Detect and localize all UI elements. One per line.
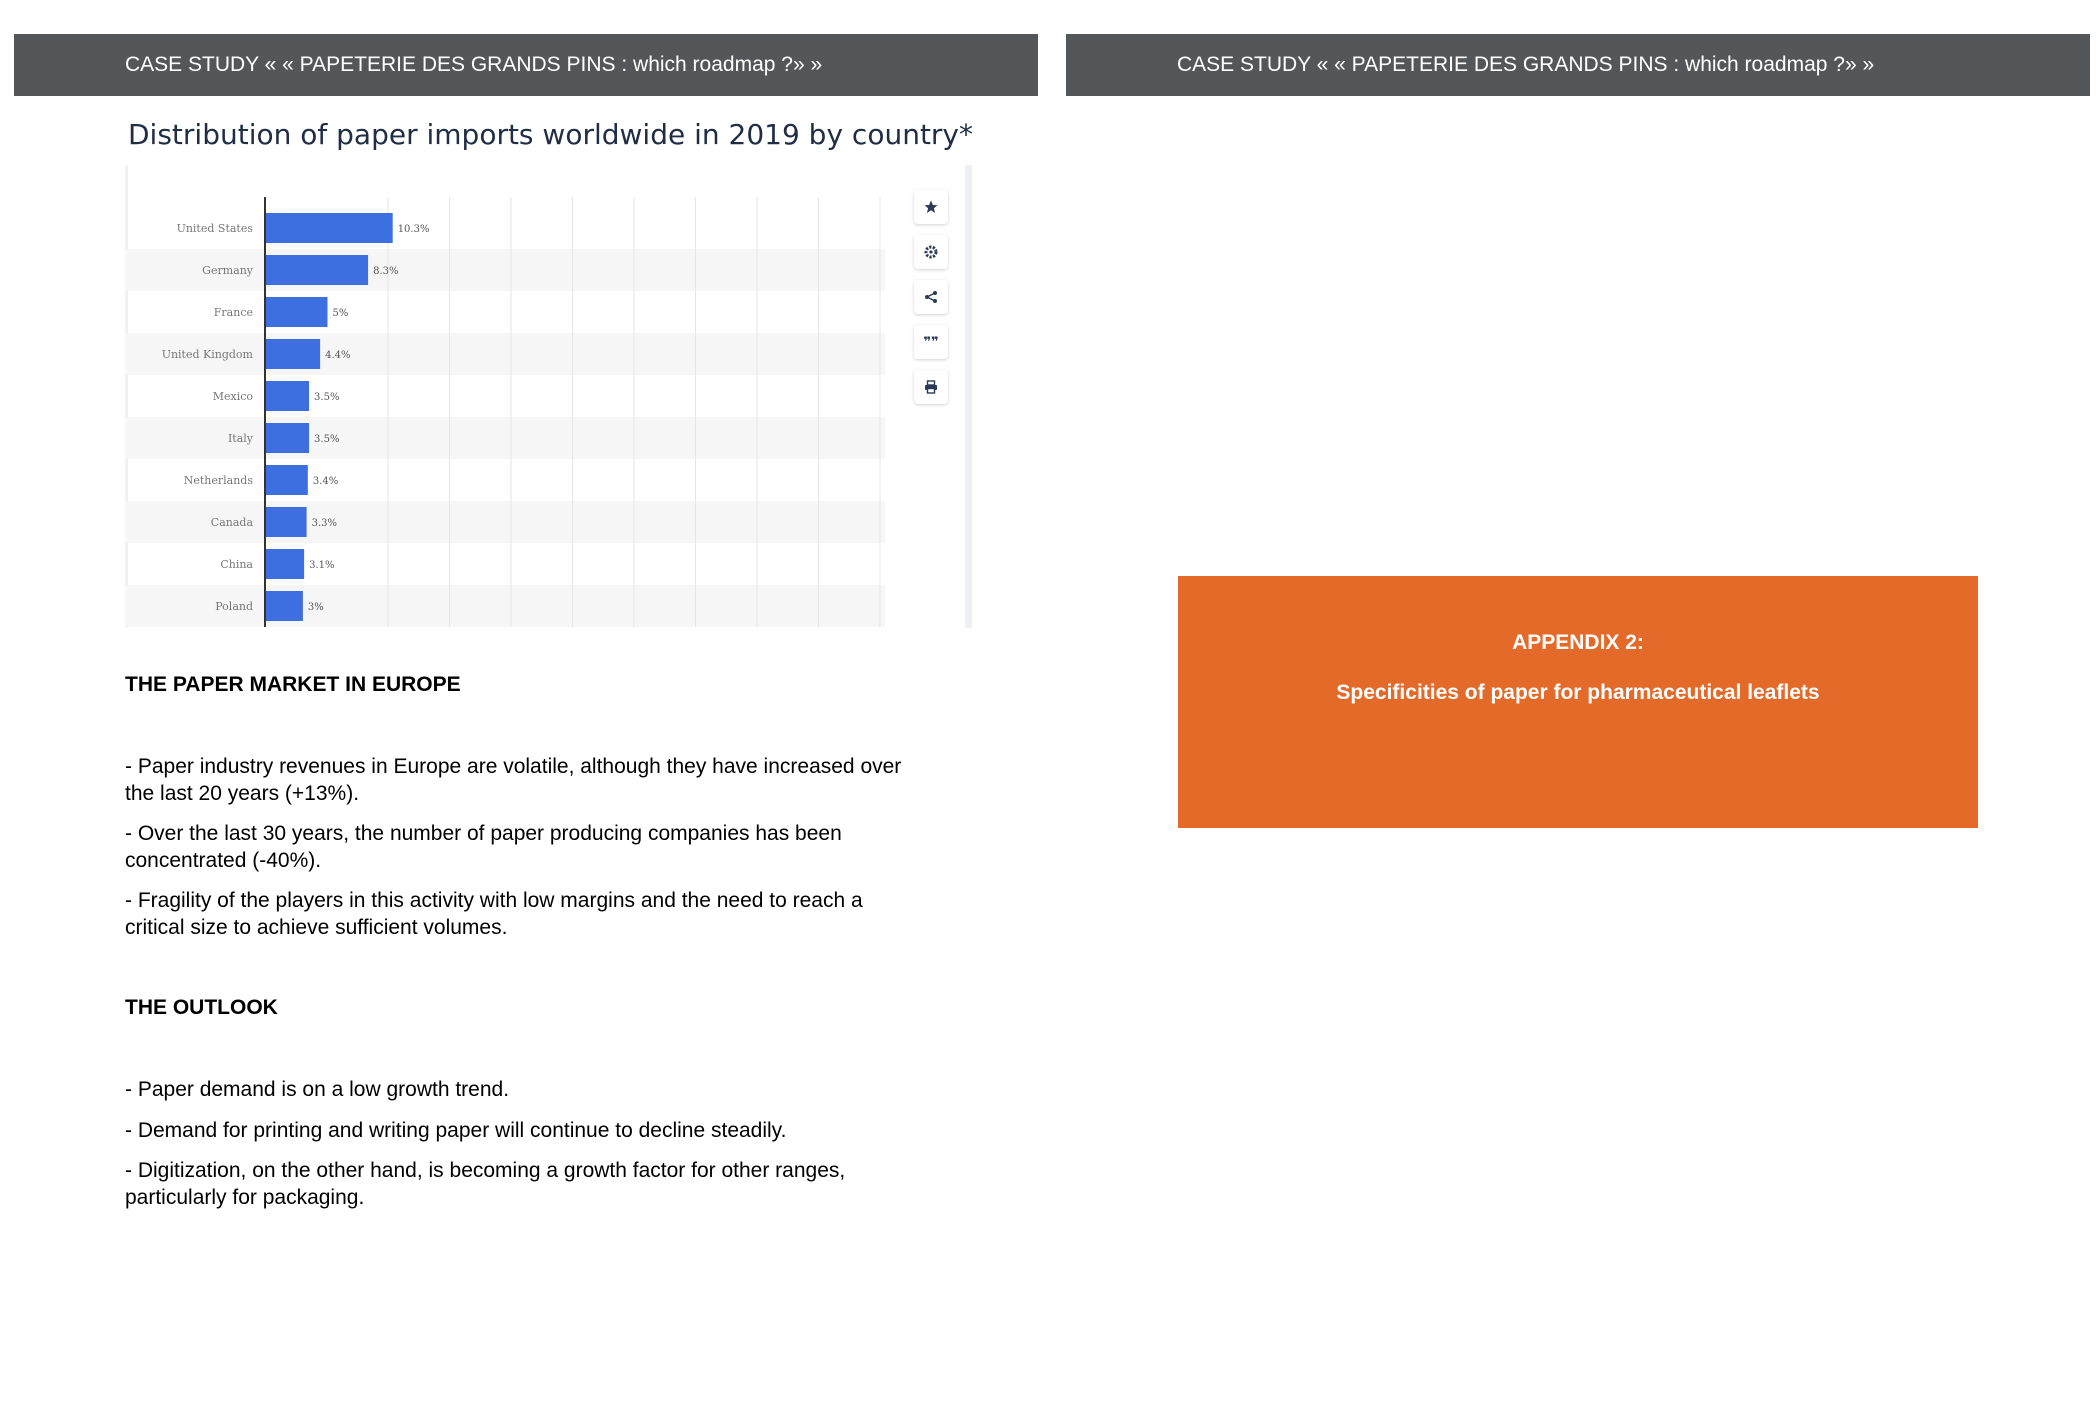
value-label: 3.1% <box>309 560 335 571</box>
chart-container <box>125 165 975 628</box>
share-icon[interactable] <box>914 280 948 314</box>
bar <box>266 255 368 285</box>
bar <box>266 465 308 495</box>
value-label: 3.4% <box>312 476 339 487</box>
category-label: Italy <box>227 432 253 445</box>
gear-icon[interactable] <box>914 235 948 269</box>
bar <box>266 549 304 579</box>
value-label: 5% <box>332 308 349 319</box>
bar <box>266 423 309 453</box>
chart-panel-edge <box>125 165 128 628</box>
bar-chart <box>125 165 975 628</box>
value-label: 4.4% <box>325 350 351 361</box>
page-header: CASE STUDY « « PAPETERIE DES GRANDS PINS : which roadmap ?» » <box>1066 34 2090 96</box>
section-heading-paper-market: THE PAPER MARKET IN EUROPE <box>125 673 461 696</box>
category-label: Poland <box>215 600 253 613</box>
bullet-item: - Demand for printing and writing paper will continue to decline steadily. <box>125 1119 787 1142</box>
print-icon[interactable] <box>914 370 948 404</box>
bar <box>266 381 309 411</box>
category-label: United States <box>176 222 253 235</box>
bar <box>266 213 393 243</box>
category-label: Germany <box>202 264 253 277</box>
value-label: 3.3% <box>311 518 337 529</box>
bullet-item: - Over the last 30 years, the number of paper producing companies has been concentrated (-40%). <box>125 822 842 872</box>
bar <box>266 591 303 621</box>
bullet-item: - Digitization, on the other hand, is becoming a growth factor for other ranges, particularly for packaging. <box>125 1159 846 1209</box>
value-label: 3.5% <box>314 392 340 403</box>
category-label: Netherlands <box>183 474 253 487</box>
bullet-item: - Paper industry revenues in Europe are volatile, although they have increased over the last 20 years (+13%). <box>125 755 902 805</box>
page-header: CASE STUDY « « PAPETERIE DES GRANDS PINS : which roadmap ?» » <box>14 34 1038 96</box>
chart-title: Distribution of paper imports worldwide in 2019 by country* <box>128 118 974 151</box>
category-label: United Kingdom <box>161 348 253 361</box>
appendix-subtitle: Specificities of paper for pharmaceutical leaflets <box>1336 681 1820 704</box>
bullet-item: - Fragility of the players in this activity with low margins and the need to reach a critical size to achieve sufficient volumes. <box>125 889 863 939</box>
bar <box>266 507 307 537</box>
chart-panel-edge <box>965 165 972 628</box>
value-label: 10.3% <box>397 224 430 235</box>
appendix-box <box>1178 576 1978 828</box>
appendix-title: APPENDIX 2: <box>1512 631 1644 654</box>
category-label: China <box>220 558 253 571</box>
value-label: 8.3% <box>373 266 399 277</box>
category-label: Mexico <box>212 390 253 403</box>
bar <box>266 339 320 369</box>
value-label: 3% <box>307 602 324 613</box>
quote-icon[interactable]: ❞❞ <box>914 325 948 359</box>
category-label: France <box>213 306 253 319</box>
star-icon[interactable] <box>914 190 948 224</box>
section-heading-outlook: THE OUTLOOK <box>125 996 278 1019</box>
bullet-item: - Paper demand is on a low growth trend. <box>125 1078 510 1101</box>
value-label: 3.5% <box>314 434 340 445</box>
category-label: Canada <box>210 516 253 529</box>
bar <box>266 297 328 327</box>
